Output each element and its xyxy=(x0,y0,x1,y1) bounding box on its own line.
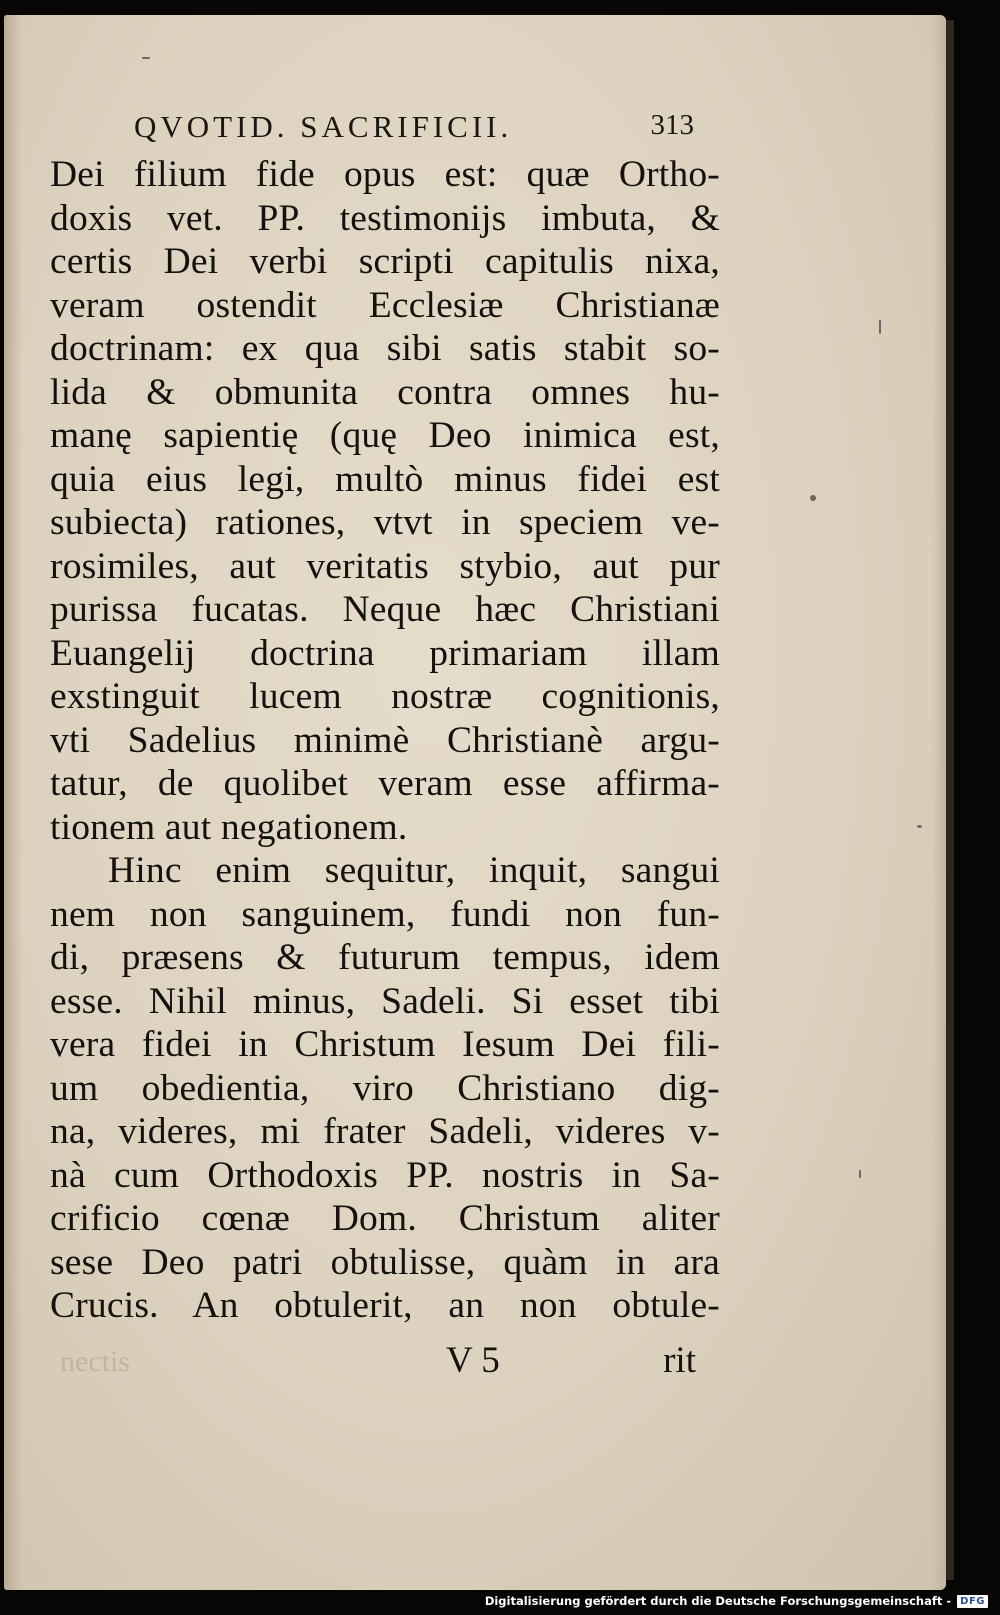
text-line: crificio cœnæ Dom. Christum aliter xyxy=(50,1198,720,1239)
text-line: doxis vet. PP. testimonijs imbuta, & xyxy=(50,197,720,239)
text-line: certis Dei verbi scripti capitulis nixa, xyxy=(50,241,720,282)
signature-mark: V 5 xyxy=(446,1340,500,1381)
text-line: rosimiles, aut veritatis stybio, aut pur xyxy=(50,545,720,587)
text-line: veram ostendit Ecclesiæ Christianæ xyxy=(50,284,720,326)
text-line: nem non sanguinem, fundi non fun- xyxy=(50,893,720,935)
text-line: sese Deo patri obtulisse, quàm in ara xyxy=(50,1241,720,1283)
text-line: um obedientia, viro Christiano dig- xyxy=(50,1067,720,1109)
text-line: exstinguit lucem nostræ cognitionis, xyxy=(50,676,720,717)
running-head xyxy=(134,109,694,157)
paragraph-end-line: tionem aut negationem. xyxy=(50,806,408,848)
credit-text: Digitalisierung gefördert durch die Deutsche Forschungsgemeinschaft - xyxy=(484,1594,952,1608)
text-line: manę sapientię (quę Deo inimica est, xyxy=(50,415,720,456)
text-line: tatur, de quolibet veram esse affirma- xyxy=(50,763,720,804)
body-text xyxy=(50,153,720,1328)
text-line: Euangelij doctrina primariam illam xyxy=(50,632,720,674)
text-line: lida & obmunita contra omnes hu- xyxy=(50,371,720,413)
text-line: subiecta) rationes, vtvt in speciem ve- xyxy=(50,502,720,543)
text-line: doctrinam: ex qua sibi satis stabit so- xyxy=(50,328,720,369)
page-footer xyxy=(48,1339,696,1385)
paper-spot xyxy=(810,495,816,501)
running-title: QVOTID. SACRIFICII. xyxy=(134,109,513,144)
digitization-credit xyxy=(485,1591,988,1611)
page-number: 313 xyxy=(650,109,694,141)
text-line: purissa fucatas. Neque hæc Christiani xyxy=(50,589,720,630)
paper-spot xyxy=(879,320,881,334)
paper-spot xyxy=(142,57,150,59)
text-line: nà cum Orthodoxis PP. nostris in Sa- xyxy=(50,1154,720,1196)
text-line: vti Sadelius minimè Christianè argu- xyxy=(50,719,720,761)
catchword: rit xyxy=(663,1340,696,1381)
show-through-text: nectis xyxy=(60,1345,130,1378)
page-edge xyxy=(946,20,954,1580)
text-line: di, præsens & futurum tempus, idem xyxy=(50,937,720,978)
text-line: quia eius legi, multò minus fidei est xyxy=(50,458,720,500)
paper-spot xyxy=(917,825,922,828)
text-line: esse. Nihil minus, Sadeli. Si esset tibi xyxy=(50,980,720,1022)
text-line: vera fidei in Christum Iesum Dei fili- xyxy=(50,1024,720,1065)
text-line: Dei filium fide opus est: quæ Ortho- xyxy=(50,154,720,195)
paper-spot xyxy=(859,1170,861,1178)
paragraph-start-line: Hinc enim sequitur, inquit, sangui xyxy=(108,850,720,891)
text-line: na, videres, mi frater Sadeli, videres v- xyxy=(50,1111,720,1152)
book-page xyxy=(4,15,946,1590)
text-line: Crucis. An obtulerit, an non obtule- xyxy=(50,1285,720,1326)
dfg-logo: DFG xyxy=(957,1595,988,1608)
